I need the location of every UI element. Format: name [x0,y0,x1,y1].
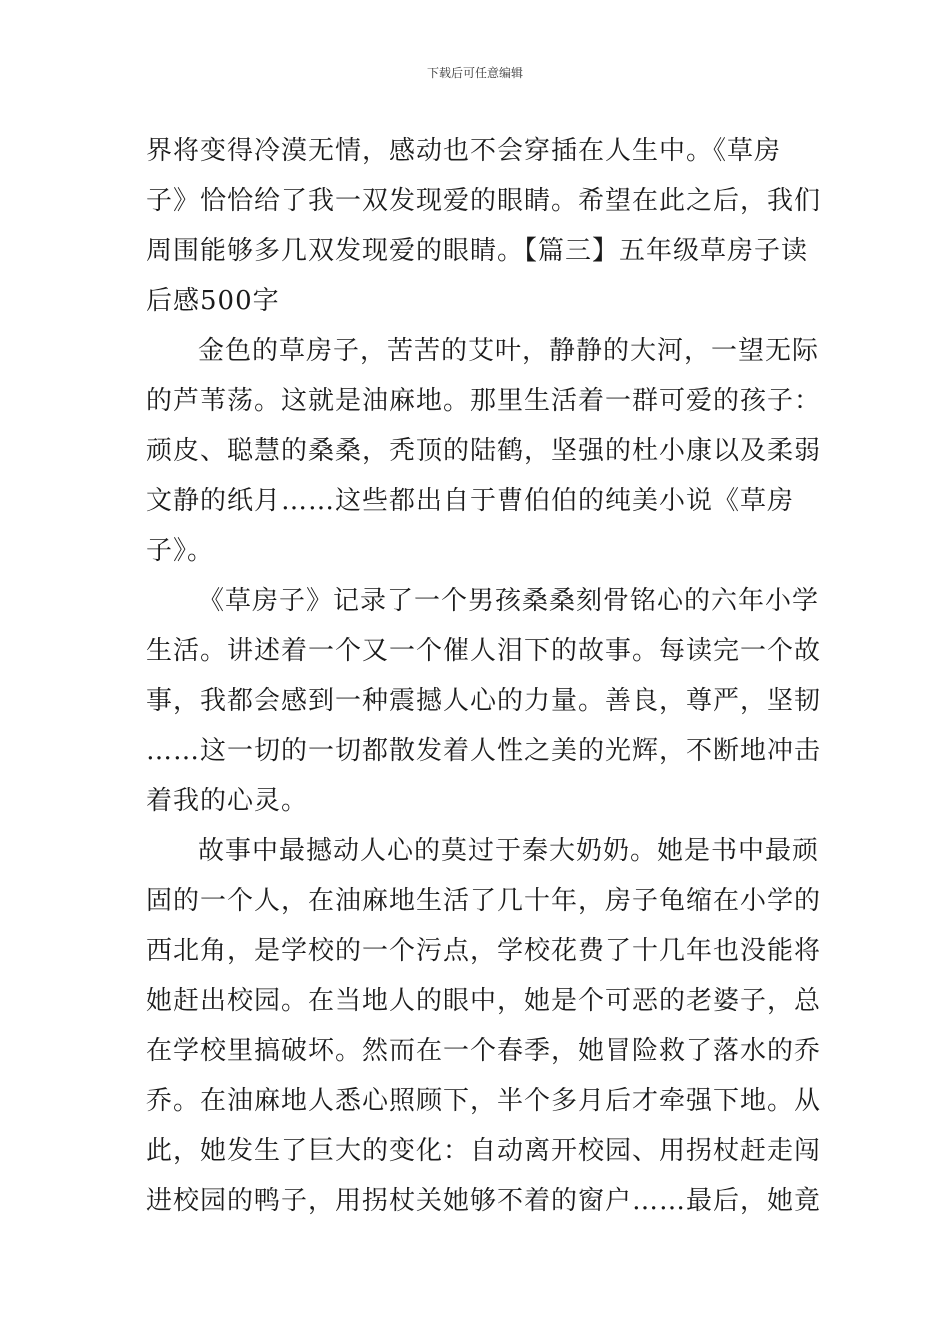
text-line: 文静的纸月……这些都出自于曹伯伯的纯美小说《草房 [146,486,795,516]
text-line: 她赶出校园。在当地人的眼中，她是个可恶的老婆子，总 [146,986,822,1016]
text-line: 在学校里搞破坏。然而在一个春季，她冒险救了落水的乔 [146,1036,822,1066]
text-line: 进校园的鸭子，用拐杖关她够不着的窗户……最后，她竟 [146,1186,822,1216]
text-line: 乔。在油麻地人悉心照顾下，半个多月后才牵强下地。从 [146,1086,822,1116]
page-header: 下载后可任意编辑 [426,66,523,80]
text-line: 子》。 [146,536,215,566]
text-line: 顽皮、聪慧的桑桑，秃顶的陆鹤，坚强的杜小康以及柔弱 [146,436,822,466]
text-line: ……这一切的一切都散发着人性之美的光辉，不断地冲击 [146,736,822,766]
text-line: 周围能够多几双发现爱的眼睛。【篇三】五年级草房子读 [146,236,809,266]
text-line: 事，我都会感到一种震撼人心的力量。善良，尊严，坚韧 [146,686,822,716]
text-line: 西北角，是学校的一个污点，学校花费了十几年也没能将 [146,936,822,966]
text-line: 后感500字 [146,286,280,316]
text-line: 固的一个人，在油麻地生活了几十年，房子龟缩在小学的 [146,886,822,916]
text-line: 的芦苇荡。这就是油麻地。那里生活着一群可爱的孩子： [146,386,822,416]
paragraph-start-line: 《草房子》记录了一个男孩桑桑刻骨铭心的六年小学 [198,586,820,616]
text-line: 此，她发生了巨大的变化：自动离开校园、用拐杖赶走闯 [146,1136,822,1166]
text-line: 界将变得冷漠无情，感动也不会穿插在人生中。《草房 [146,136,782,166]
paragraph-start-line: 金色的草房子，苦苦的艾叶，静静的大河，一望无际 [198,336,820,366]
text-line: 着我的心灵。 [146,786,309,816]
text-line: 子》恰恰给了我一双发现爱的眼睛。希望在此之后，我们 [146,186,822,216]
text-line: 生活。讲述着一个又一个催人泪下的故事。每读完一个故 [146,636,822,666]
body-text [146,126,822,1226]
paragraph-start-line: 故事中最撼动人心的莫过于秦大奶奶。她是书中最顽 [198,836,820,866]
